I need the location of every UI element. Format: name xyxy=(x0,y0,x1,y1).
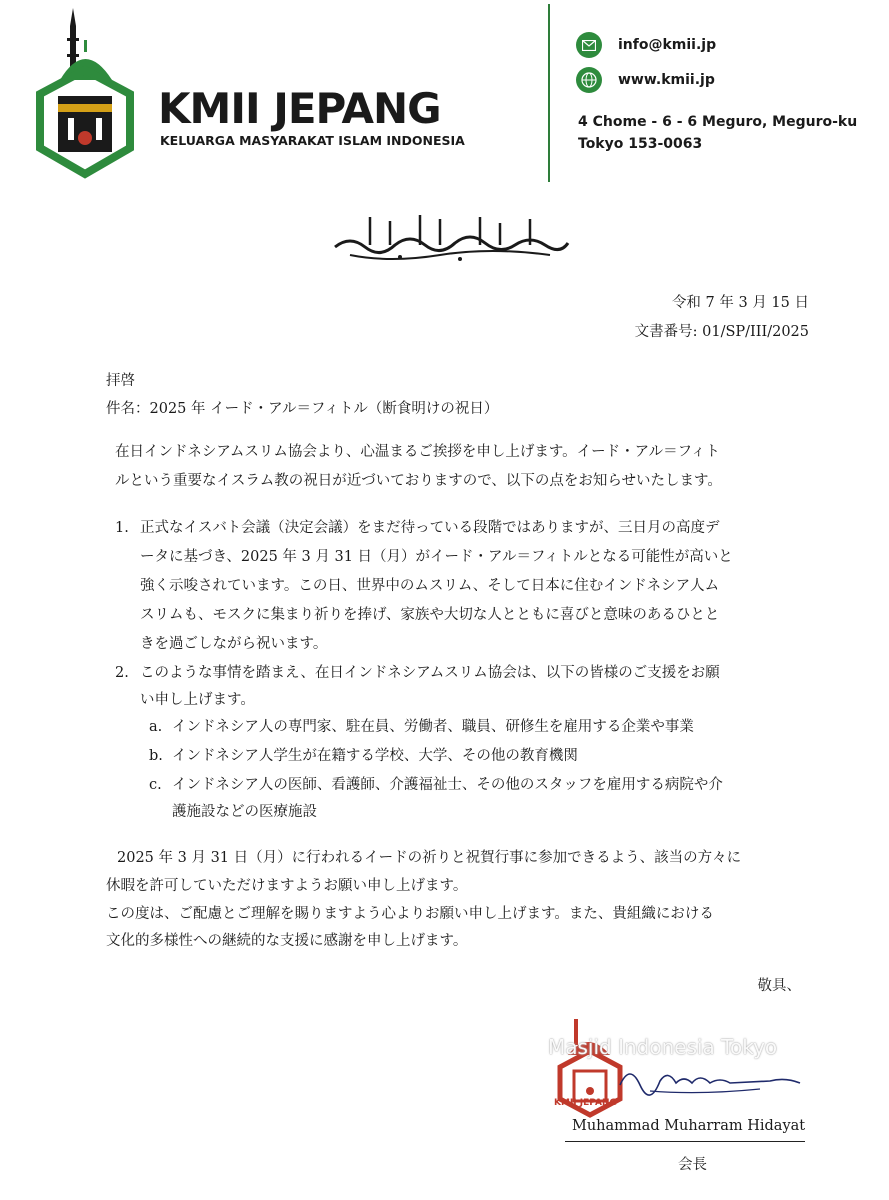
greeting: 拝啓 xyxy=(106,373,135,389)
intro-line: 在日インドネシアムスリム協会より、心温まるご挨拶を申し上げます。イード・アル＝フィト xyxy=(115,444,720,460)
item1-line: スリムも、モスクに集まり祈りを捧げ、家族や大切な人とともに喜びと意味のあるひとと xyxy=(140,607,720,623)
brand-tagline: KELUARGA MASYARAKAT ISLAM INDONESIA xyxy=(160,133,465,148)
closing-line: 2025 年 3 月 31 日（月）に行われるイードの祈りと祝賀行事に参加できるよう、該当の方々に xyxy=(117,850,742,866)
letter-date: 令和 7 年 3 月 15 日 xyxy=(671,295,809,311)
handwritten-signature xyxy=(610,1055,810,1100)
email-contact xyxy=(576,31,716,59)
brand-name: KMII JEPANG xyxy=(158,84,441,133)
list-marker-2: 2. xyxy=(115,665,129,681)
document-number: 文書番号: 01/SP/III/2025 xyxy=(634,324,809,340)
globe-icon xyxy=(576,67,602,93)
sub-marker-a: a. xyxy=(149,719,163,735)
sub-item-a: インドネシア人の専門家、駐在員、労働者、職員、研修生を雇用する企業や事業 xyxy=(172,719,694,735)
signature-line xyxy=(565,1141,805,1142)
sub-marker-b: b. xyxy=(149,748,163,764)
item1-line: きを過ごしながら祝います。 xyxy=(140,636,328,652)
item2-line: い申し上げます。 xyxy=(140,692,255,708)
watermark-text: Masjid Indonesia Tokyo xyxy=(548,1035,778,1059)
address-line2: Tokyo 153-0063 xyxy=(578,136,703,152)
header-divider xyxy=(548,4,550,182)
email-link[interactable]: info@kmii.jp xyxy=(618,37,717,53)
address-line1: 4 Chome - 6 - 6 Meguro, Meguro-ku xyxy=(578,114,858,130)
item1-line: 正式なイスバト会議（決定会議）をまだ待っている段階ではありますが、三日月の高度デ xyxy=(140,520,720,536)
website-contact xyxy=(576,66,715,94)
sub-item-c: 護施設などの医療施設 xyxy=(172,804,317,820)
stamp-label: KMII JEPANG xyxy=(554,1098,617,1108)
website-link[interactable]: www.kmii.jp xyxy=(618,72,715,88)
item1-line: 強く示唆されています。この日、世界中のムスリム、そして日本に住むインドネシア人ム xyxy=(140,578,720,594)
kmii-logo-icon xyxy=(30,8,140,180)
closing-line: 文化的多様性への継続的な支援に感謝を申し上げます。 xyxy=(106,933,468,949)
item1-line: ータに基づき、2025 年 3 月 31 日（月）がイード・アル＝フィトルとなる可能性が高いと xyxy=(140,549,733,565)
mail-icon xyxy=(576,32,602,58)
intro-line: ルという重要なイスラム教の祝日が近づいておりますので、以下の点をお知らせいたします。 xyxy=(115,473,722,489)
sign-off: 敬具、 xyxy=(757,978,801,994)
sub-item-b: インドネシア人学生が在籍する学校、大学、その他の教育機関 xyxy=(172,748,578,764)
sub-marker-c: c. xyxy=(149,777,162,793)
signatory-name: Muhammad Muharram Hidayat xyxy=(572,1118,806,1134)
subject-line: 件名：2025 年 イード・アル＝フィトル（断食明けの祝日） xyxy=(106,401,499,417)
list-marker-1: 1. xyxy=(115,520,129,536)
sub-item-c: インドネシア人の医師、看護師、介護福祉士、その他のスタッフを雇用する病院や介 xyxy=(172,777,723,793)
basmala-calligraphy xyxy=(330,205,570,265)
closing-line: 休暇を許可していただけますようお願い申し上げます。 xyxy=(106,878,468,894)
closing-line: この度は、ご配慮とご理解を賜りますよう心よりお願い申し上げます。また、貴組織における xyxy=(106,906,714,922)
signatory-title: 会長 xyxy=(678,1157,707,1173)
item2-line: このような事情を踏まえ、在日インドネシアムスリム協会は、以下の皆様のご支援をお願 xyxy=(140,665,720,681)
